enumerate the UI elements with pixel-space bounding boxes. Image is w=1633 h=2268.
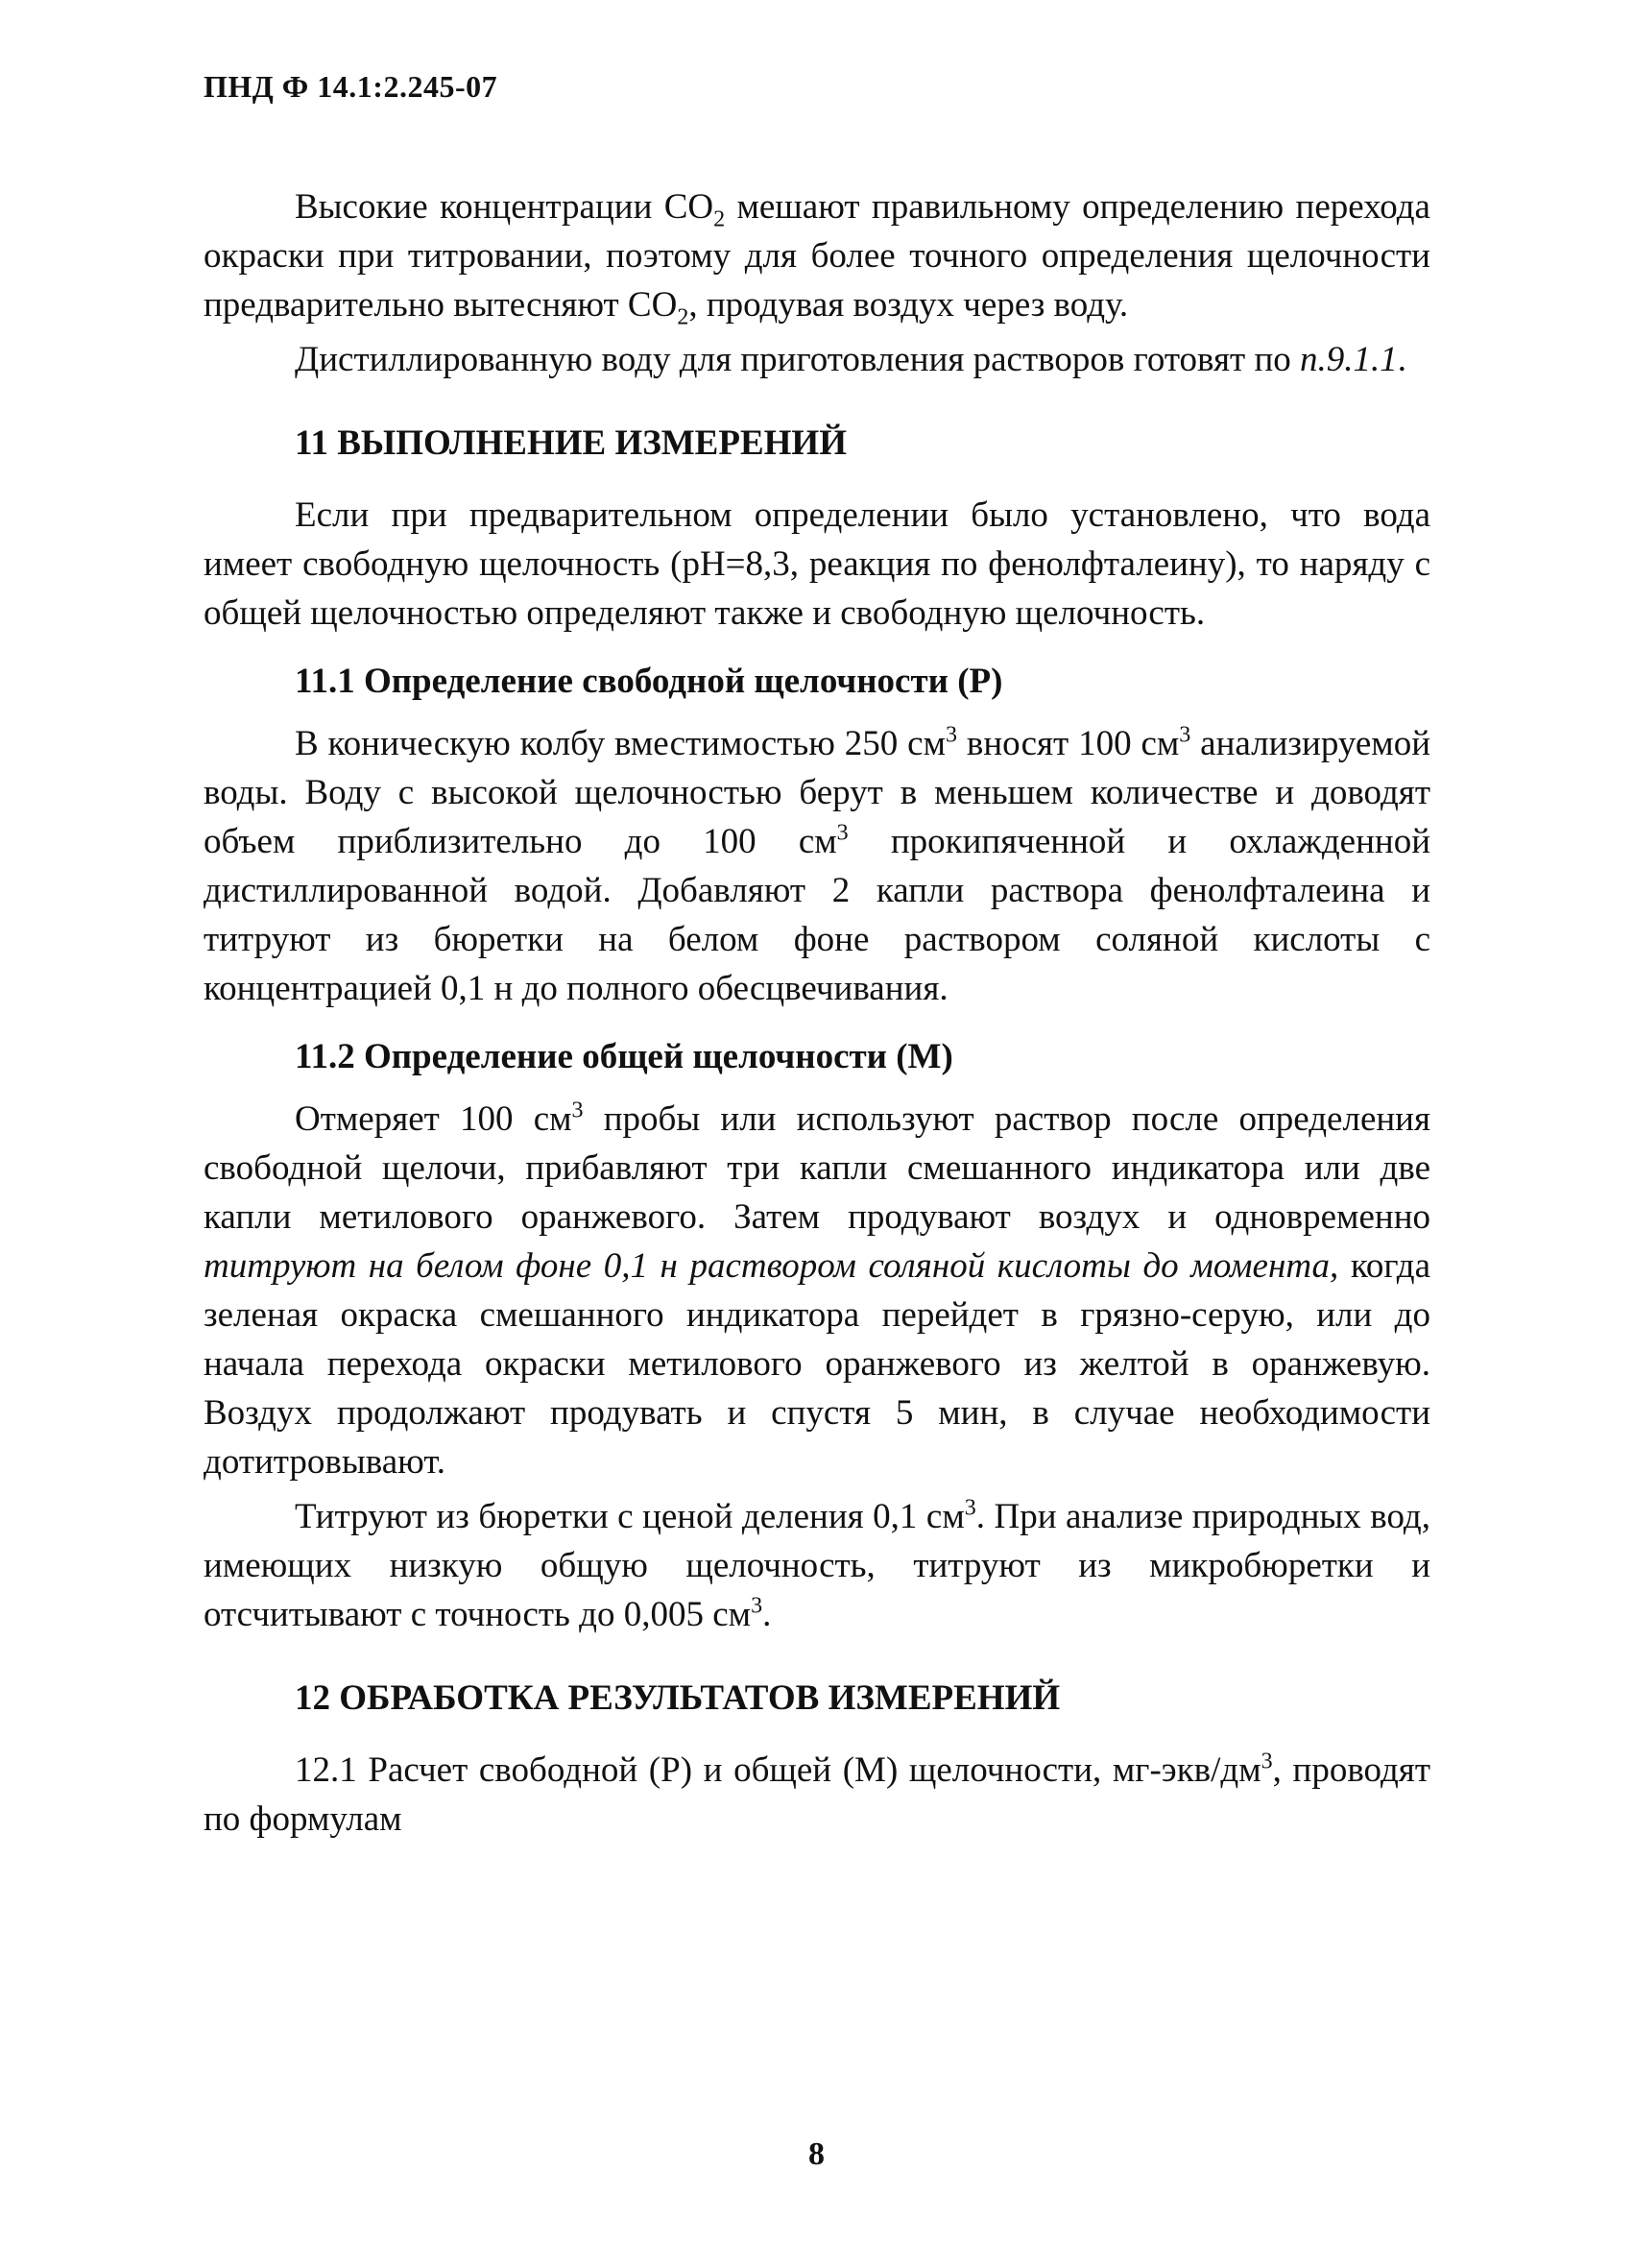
superscript: 3 xyxy=(571,1098,584,1123)
subsection-11-1-title: 11.1 Определение свободной щелочности (P) xyxy=(295,662,1003,701)
subsection-11-2-title: 11.2 Определение общей щелочности (M) xyxy=(295,1037,953,1076)
superscript: 3 xyxy=(964,1495,976,1521)
intro-paragraph-distilled-water xyxy=(204,335,1430,384)
text-run: , продувая воздух через воду. xyxy=(688,285,1129,325)
text-run: . При анализе природных вод, имеющих низкую общую щелочность, титруют из микробюретки и отсчитывают с точность до 0,005 см xyxy=(204,1497,1430,1634)
text-run: анализируемой воды. Воду с высокой щелочностью берут в меньшем количестве и доводят объем приблизительно до 100 см xyxy=(204,724,1430,861)
text-run: . xyxy=(1397,340,1407,379)
text-run: Титруют из бюретки с ценой деления 0,1 см xyxy=(295,1497,965,1536)
subscript: 2 xyxy=(677,304,689,330)
subsection-11-2-paragraph xyxy=(204,1095,1430,1486)
text-run: прокипяченной и охлажденной дистиллированной водой. Добавляют 2 капли раствора фенолфталеина и титруют из бюретки на белом фоне раствором соляной кислоты с концентрацией 0,1 н до полного обесцвечивания. xyxy=(204,822,1431,1008)
text-run: вносят 100 см xyxy=(957,724,1180,763)
superscript: 3 xyxy=(751,1593,763,1619)
text-run: В коническую колбу вместимостью 250 см xyxy=(295,724,947,763)
italic-text-run: титруют на белом фоне 0,1 н раствором соляной кислоты до момента, xyxy=(204,1246,1339,1286)
section-12-title: 12 ОБРАБОТКА РЕЗУЛЬТАТОВ ИЗМЕРЕНИЙ xyxy=(295,1678,1061,1718)
subsection-11-2-paragraph-2 xyxy=(204,1492,1430,1639)
section-reference: п.9.1.1 xyxy=(1300,340,1398,379)
page-number: 8 xyxy=(808,2136,825,2172)
text-run: пробы или используют раствор после определения свободной щелочи, прибавляют три капли смешанного индикатора или две капли метилового оранжевого. Затем продувают воздух и одновременно xyxy=(204,1099,1430,1237)
intro-paragraph-co2 xyxy=(204,182,1430,329)
document-body xyxy=(204,182,1430,1844)
text-run: Отмеряет 100 см xyxy=(295,1099,572,1139)
text-run: 12.1 Расчет свободной (P) и общей (M) щелочности, мг-экв/дм xyxy=(295,1750,1261,1790)
section-11-title: 11 ВЫПОЛНЕНИЕ ИЗМЕРЕНИЙ xyxy=(295,423,847,463)
document-code-header: ПНД Ф 14.1:2.245-07 xyxy=(204,69,498,104)
text-run: Дистиллированную воду для приготовления растворов готовят по xyxy=(295,340,1301,379)
superscript: 3 xyxy=(1261,1749,1273,1774)
text-run: Высокие концентрации CO xyxy=(295,187,714,227)
section-11-paragraph: Если при предварительном определении было установлено, что вода имеет свободную щелочность (pH=8,3, реакция по фенолфталеину), то наряду с общей щелочностью определяют также и свободную щелочность. xyxy=(204,495,1430,633)
subscript: 2 xyxy=(713,206,726,232)
text-run: мешают правильному определению перехода окраски при титровании, поэтому для более точного определения щелочности предварительно вытесняют CO xyxy=(204,187,1430,325)
text-run: . xyxy=(762,1595,772,1634)
text-run: когда зеленая окраска смешанного индикатора перейдет в грязно-серую, или до начала перехода окраски метилового оранжевого из желтой в оранжевую. Воздух продолжают продувать и спустя 5 мин, в случае необходимости дотитровывают. xyxy=(204,1246,1430,1482)
superscript: 3 xyxy=(836,820,849,846)
text-run: , проводят по формулам xyxy=(204,1750,1430,1839)
section-12-1-paragraph xyxy=(204,1746,1430,1844)
subsection-11-1-paragraph xyxy=(204,719,1430,1013)
superscript: 3 xyxy=(946,722,958,748)
superscript: 3 xyxy=(1179,722,1191,748)
